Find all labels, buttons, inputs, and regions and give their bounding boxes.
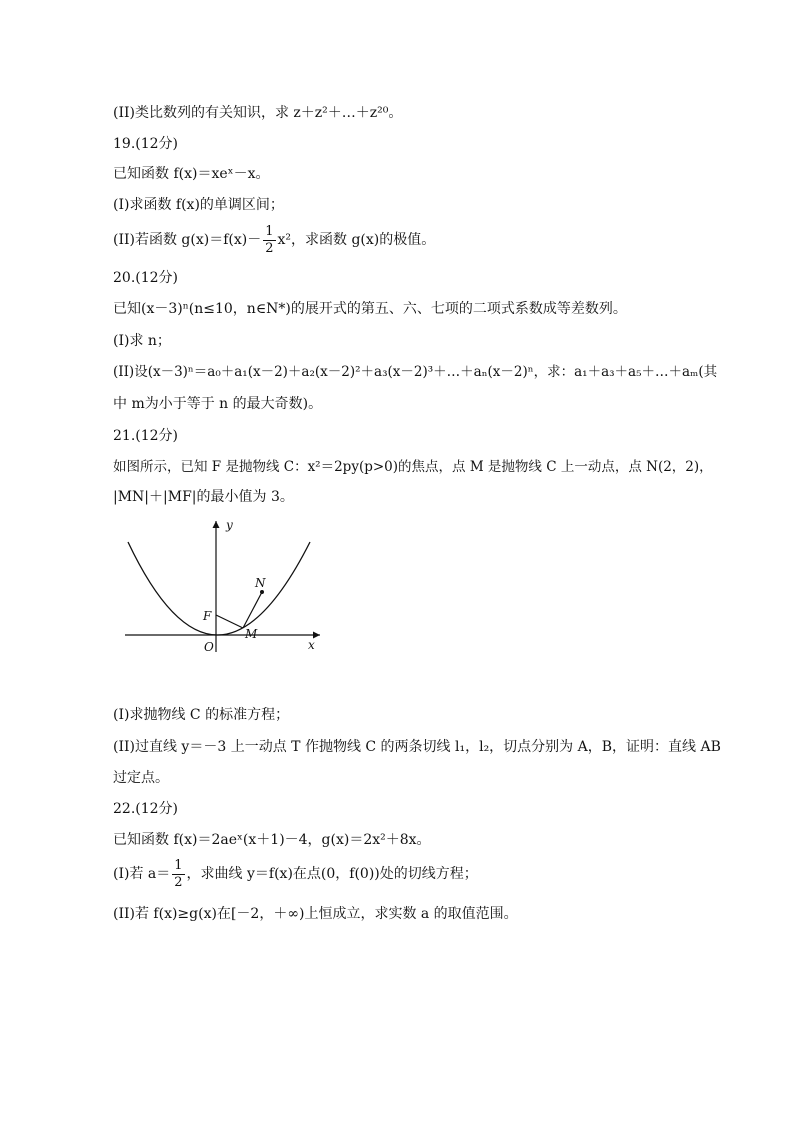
- y-axis-label: y: [226, 518, 233, 532]
- x-axis-label: x: [308, 638, 315, 652]
- q21-part2-line2: 过定点。: [113, 770, 169, 786]
- fraction: [263, 224, 275, 257]
- q19-part2-text-a: (II)若函数 g(x)＝f(x)－: [113, 232, 262, 248]
- q21-heading: 21.(12分): [113, 428, 179, 444]
- q21-stem-line2: |MN|＋|MF|的最小值为 3。: [113, 489, 294, 505]
- q22-part1-text-b: ，求曲线 y＝f(x)在点(0，f(0))处的切线方程；: [186, 866, 478, 882]
- q21-stem-line1: 如图所示，已知 F 是抛物线 C：x²＝2py(p>0)的焦点，点 M 是抛物线 C 上一动点，点 N(2，2)，: [113, 459, 713, 475]
- segment-mn: [243, 592, 262, 628]
- q20-stem: 已知(x－3)ⁿ(n≤10，n∈N*)的展开式的第五、六、七项的二项式系数成等差数列。: [113, 301, 627, 317]
- label-m: M: [245, 627, 258, 641]
- q20-heading: 20.(12分): [113, 270, 179, 286]
- label-n: N: [255, 576, 266, 590]
- q22-part1-text-a: (I)若 a＝: [113, 866, 171, 882]
- fraction-numerator: 1: [174, 857, 183, 873]
- q19-stem: 已知函数 f(x)＝xeˣ－x。: [113, 166, 270, 182]
- parabola-figure: [120, 517, 330, 657]
- q21-part2-line1: (II)过直线 y＝－3 上一动点 T 作抛物线 C 的两条切线 l₁，l₂，切点分别为 A，B，证明：直线 AB: [113, 739, 721, 755]
- point-n: [260, 590, 264, 594]
- q18-part2: (II)类比数列的有关知识，求 z＋z²＋…＋z²⁰。: [113, 105, 403, 121]
- label-o: O: [204, 640, 214, 654]
- label-f: F: [203, 609, 212, 623]
- q22-part1: [113, 856, 478, 892]
- q20-part1: (I)求 n；: [113, 333, 171, 349]
- fraction: [172, 858, 184, 891]
- q19-heading: 19.(12分): [113, 136, 179, 152]
- segment-mf: [216, 615, 243, 628]
- parabola-curve: [128, 542, 310, 635]
- q22-part2: (II)若 f(x)≥g(x)在[－2，＋∞)上恒成立，求实数 a 的取值范围。: [113, 906, 518, 922]
- q21-part1: (I)求抛物线 C 的标准方程；: [113, 707, 290, 723]
- fraction-numerator: 1: [265, 223, 274, 239]
- q22-stem: 已知函数 f(x)＝2aeˣ(x＋1)－4，g(x)＝2x²＋8x。: [113, 832, 431, 848]
- q19-part2-text-b: x²，求函数 g(x)的极值。: [277, 232, 436, 248]
- q19-part2: [113, 222, 435, 258]
- q20-part2-line1: (II)设(x－3)ⁿ＝a₀＋a₁(x－2)＋a₂(x－2)²＋a₃(x－2)³＋…＋aₙ(x－2)ⁿ，求：a₁＋a₃＋a₅＋…＋aₘ(其: [113, 364, 718, 380]
- q22-heading: 22.(12分): [113, 801, 179, 817]
- q19-part1: (I)求函数 f(x)的单调区间；: [113, 197, 284, 213]
- fraction-denominator: 2: [174, 874, 183, 890]
- fraction-denominator: 2: [265, 240, 274, 256]
- q20-part2-line2: 中 m为小于等于 n 的最大奇数)。: [113, 396, 323, 412]
